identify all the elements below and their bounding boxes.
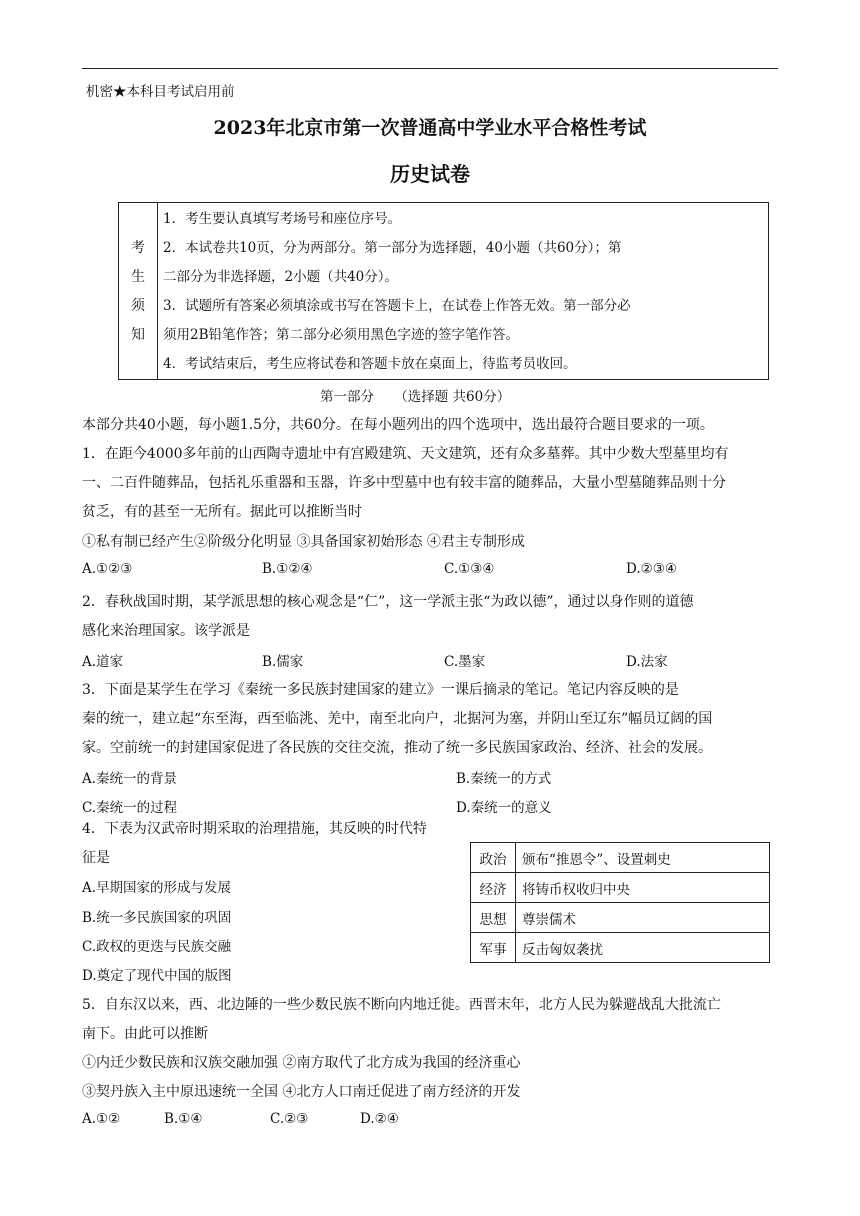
q3-option-d: D.秦统一的意义: [456, 800, 552, 816]
notice-line: 3．试题所有答案必须填涂或书写在答题卡上，在试卷上作答无效。第一部分必: [163, 298, 631, 314]
table-cell-category: 军事: [471, 933, 516, 963]
table-cell-category: 思想: [471, 903, 516, 933]
notice-label-char: 须: [131, 298, 145, 314]
table-cell-measure: 尊崇儒术: [516, 903, 770, 933]
q4-option-c: C.政权的更迭与民族交融: [82, 939, 232, 955]
notice-line: 二部分为非选择题，2小题（共40分）。: [163, 269, 399, 285]
q5-statements: ①内迁少数民族和汉族交融加强 ②南方取代了北方成为我国的经济重心: [82, 1055, 521, 1071]
header-rule: [82, 68, 778, 69]
q5-option-d: D.②④: [360, 1111, 399, 1127]
notice-box: [118, 202, 769, 380]
table-row: [471, 873, 770, 903]
q3-option-c: C.秦统一的过程: [82, 800, 178, 816]
q3-option-a: A.秦统一的背景: [82, 771, 178, 787]
q4-stem-line: 征是: [82, 850, 110, 866]
confidential-label: 机密★本科目考试启用前: [86, 84, 235, 100]
notice-line: 须用2B铅笔作答；第二部分必须用黑色字迹的签字笔作答。: [163, 327, 520, 343]
q3-note-line: 家。空前统一的封建国家促进了各民族的交往交流，推动了统一多民族国家政治、经济、社会的发展。: [82, 740, 712, 756]
q2-option-c: C.墨家: [444, 654, 486, 670]
q1-stem-line: 1．在距今4000多年前的山西陶寺遗址中有宫殿建筑、天文建筑，还有众多墓葬。其中少数大型墓里均有: [82, 446, 729, 462]
q2-option-a: A.道家: [82, 654, 124, 670]
q2-stem-line: 感化来治理国家。该学派是: [82, 623, 250, 639]
table-cell-measure: 颁布“推恩令”、设置刺史: [516, 843, 770, 873]
q5-option-c: C.②③: [270, 1111, 309, 1127]
q5-stem-line: 5．自东汉以来，西、北边陲的一些少数民族不断向内地迁徙。西晋末年，北方人民为躲避战乱大批流亡: [82, 997, 721, 1013]
q4-option-d: D.奠定了现代中国的版图: [82, 968, 232, 984]
notice-line: 2．本试卷共10页，分为两部分。第一部分为选择题，40小题（共60分）；第: [163, 240, 622, 256]
q1-option-a: A.①②③: [82, 561, 133, 577]
q4-policy-table: [470, 842, 770, 963]
q1-option-c: C.①③④: [444, 561, 495, 577]
q2-option-b: B.儒家: [262, 654, 304, 670]
notice-label-char: 生: [131, 269, 145, 285]
table-cell-category: 经济: [471, 873, 516, 903]
notice-label-char: 知: [131, 327, 145, 343]
q5-stem-line: 南下。由此可以推断: [82, 1026, 208, 1042]
exam-title: 2023年北京市第一次普通高中学业水平合格性考试: [213, 117, 647, 139]
q4-option-b: B.统一多民族国家的巩固: [82, 910, 232, 926]
q4-stem-line: 4．下表为汉武帝时期采取的治理措施，其反映的时代特: [82, 821, 427, 837]
table-row: [471, 933, 770, 963]
q3-note-line: 秦的统一，建立起“东至海，西至临洮、羌中，南至北向户，北据河为塞，并阴山至辽东”幅员辽阔的国: [82, 711, 713, 727]
q3-stem-line: 3．下面是某学生在学习《秦统一多民族封建国家的建立》一课后摘录的笔记。笔记内容反映的是: [82, 682, 679, 698]
part1-intro: 本部分共40小题，每小题1.5分，共60分。在每小题列出的四个选项中，选出最符合题目要求的一项。: [82, 417, 714, 433]
table-row: [471, 843, 770, 873]
q1-stem-line: 一、二百件随葬品，包括礼乐重器和玉器，许多中型墓中也有较丰富的随葬品，大量小型墓随葬品则十分: [82, 475, 726, 491]
table-cell-category: 政治: [471, 843, 516, 873]
q1-statements: ①私有制已经产生②阶级分化明显 ③具备国家初始形态 ④君主专制形成: [82, 534, 525, 550]
exam-subtitle: 历史试卷: [390, 162, 470, 186]
table-cell-measure: 反击匈奴袭扰: [516, 933, 770, 963]
q5-option-b: B.①④: [164, 1111, 203, 1127]
q5-statements: ③契丹族入主中原迅速统一全国 ④北方人口南迁促进了南方经济的开发: [82, 1084, 521, 1100]
q3-option-b: B.秦统一的方式: [456, 771, 552, 787]
q2-stem-line: 2．春秋战国时期，某学派思想的核心观念是“仁”，这一学派主张“为政以德”，通过以身作则的道德: [82, 594, 694, 610]
q5-option-a: A.①②: [82, 1111, 121, 1127]
q2-option-d: D.法家: [626, 654, 668, 670]
part1-heading: 第一部分 （选择题 共60分）: [320, 389, 511, 405]
notice-line: 4．考试结束后，考生应将试卷和答题卡放在桌面上，待监考员收回。: [163, 356, 577, 372]
notice-divider: [157, 203, 158, 379]
notice-line: 1．考生要认真填写考场号和座位序号。: [163, 211, 402, 227]
q1-option-d: D.②③④: [626, 561, 677, 577]
q1-option-b: B.①②④: [262, 561, 313, 577]
table-cell-measure: 将铸币权收归中央: [516, 873, 770, 903]
table-row: [471, 903, 770, 933]
q1-stem-line: 贫乏，有的甚至一无所有。据此可以推断当时: [82, 504, 362, 520]
q4-option-a: A.早期国家的形成与发展: [82, 880, 232, 896]
notice-label-char: 考: [131, 240, 145, 256]
